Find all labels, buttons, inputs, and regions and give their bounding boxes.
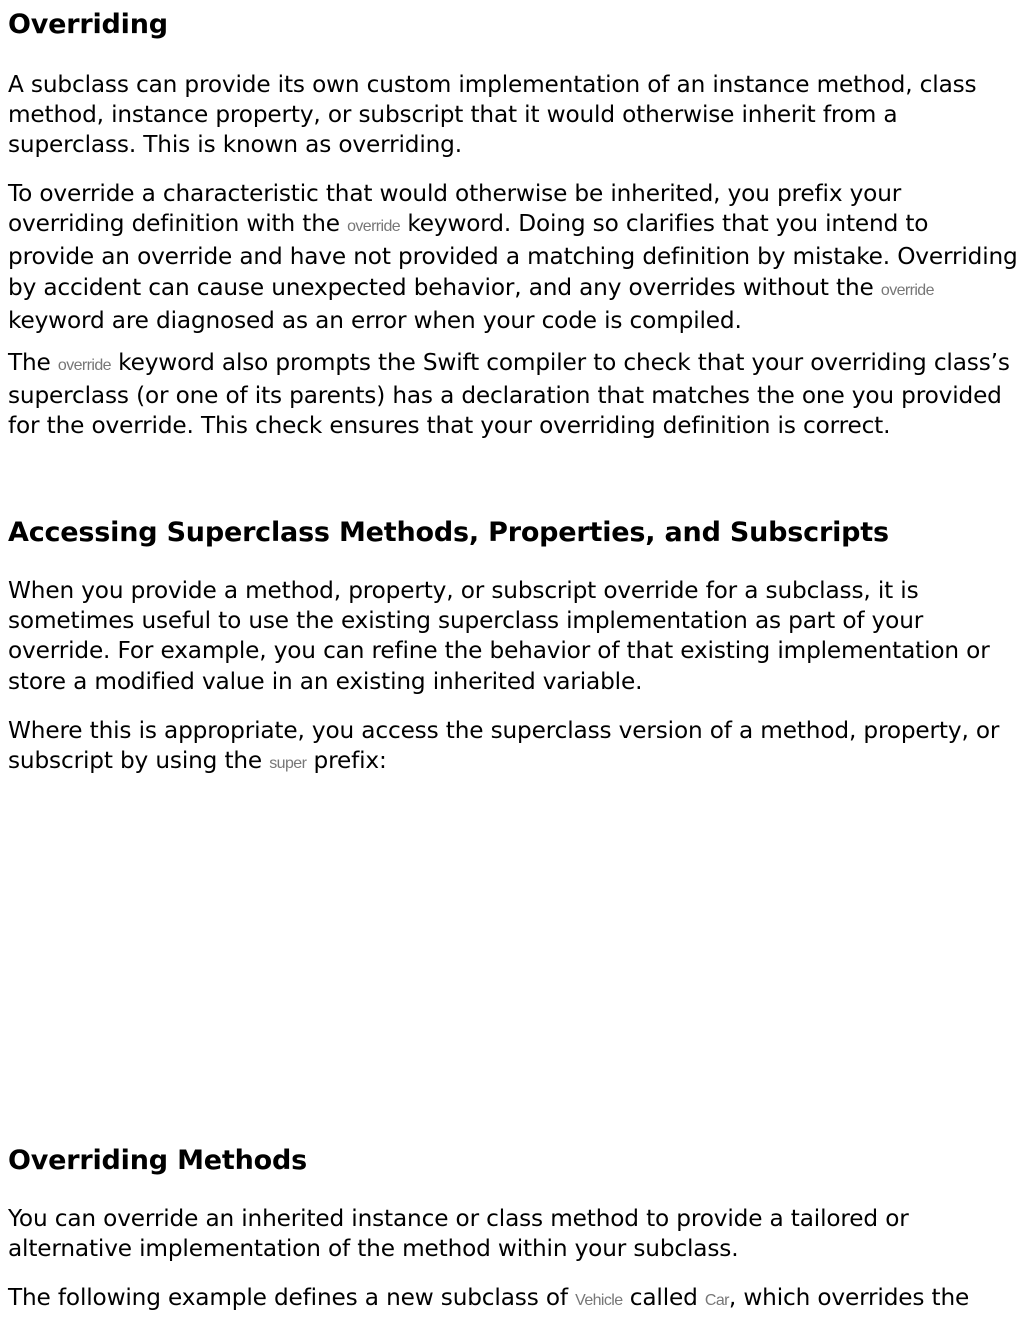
heading-overriding: Overriding: [8, 9, 168, 40]
text-run: prefix:: [306, 747, 387, 775]
paragraph-car-example: [8, 1283, 969, 1316]
text-run: The: [8, 349, 58, 376]
inline-code-vehicle: Vehicle: [575, 1292, 623, 1309]
inline-code-car: Car: [704, 1292, 729, 1309]
paragraph-overriding-intro: A subclass can provide its own custom implementation of an instance method, class method, instance property, or subscript that it would otherwise inherit from a superclass. This is known as overriding.: [8, 71, 977, 159]
paragraph-overriding-methods-intro: You can override an inherited instance or class method to provide a tailored or alternative implementation of the method within your subclass.: [8, 1205, 909, 1263]
text-run: , which overrides the: [728, 1284, 970, 1311]
inline-code-override: override: [880, 281, 934, 299]
paragraph-override-keyword: [8, 179, 1020, 336]
inline-code-override: override: [347, 218, 401, 236]
inline-code-super: super: [269, 755, 307, 773]
text-run: keyword. Doing so clarifies that you intend to provide an override and have not provided a matching definition by mistake. Overriding by accident can cause unexpected behavior, and any overrides without the: [8, 210, 1018, 301]
heading-overriding-methods: Overriding Methods: [8, 1145, 307, 1176]
inline-code-override: override: [57, 357, 111, 374]
text-run: keyword are diagnosed as an error when your code is compiled.: [8, 306, 742, 334]
text-run: keyword also prompts the Swift compiler to check that your overriding class’s superclass (or one of its parents) has a declaration that matches the one you provided for the override. This check ensures that your overriding definition is correct.: [8, 349, 1010, 440]
text-run: Where this is appropriate, you access the superclass version of a method, property, or subscript by using the: [8, 717, 1000, 775]
paragraph-override-check: [8, 348, 1020, 442]
paragraph-super-prefix: [8, 716, 1020, 779]
heading-accessing-superclass: Accessing Superclass Methods, Properties, and Subscripts: [8, 517, 889, 548]
paragraph-accessing-intro: When you provide a method, property, or subscript override for a subclass, it is sometimes useful to use the existing superclass implementation as part of your override. For example, you can refine the behavior of that existing implementation or store a modified value in an existing inherited variable.: [8, 577, 990, 695]
text-run: called: [622, 1284, 705, 1311]
text-run: The following example defines a new subclass of: [8, 1284, 576, 1311]
text-run: To override a characteristic that would otherwise be inherited, you prefix your overriding definition with the: [8, 180, 902, 238]
